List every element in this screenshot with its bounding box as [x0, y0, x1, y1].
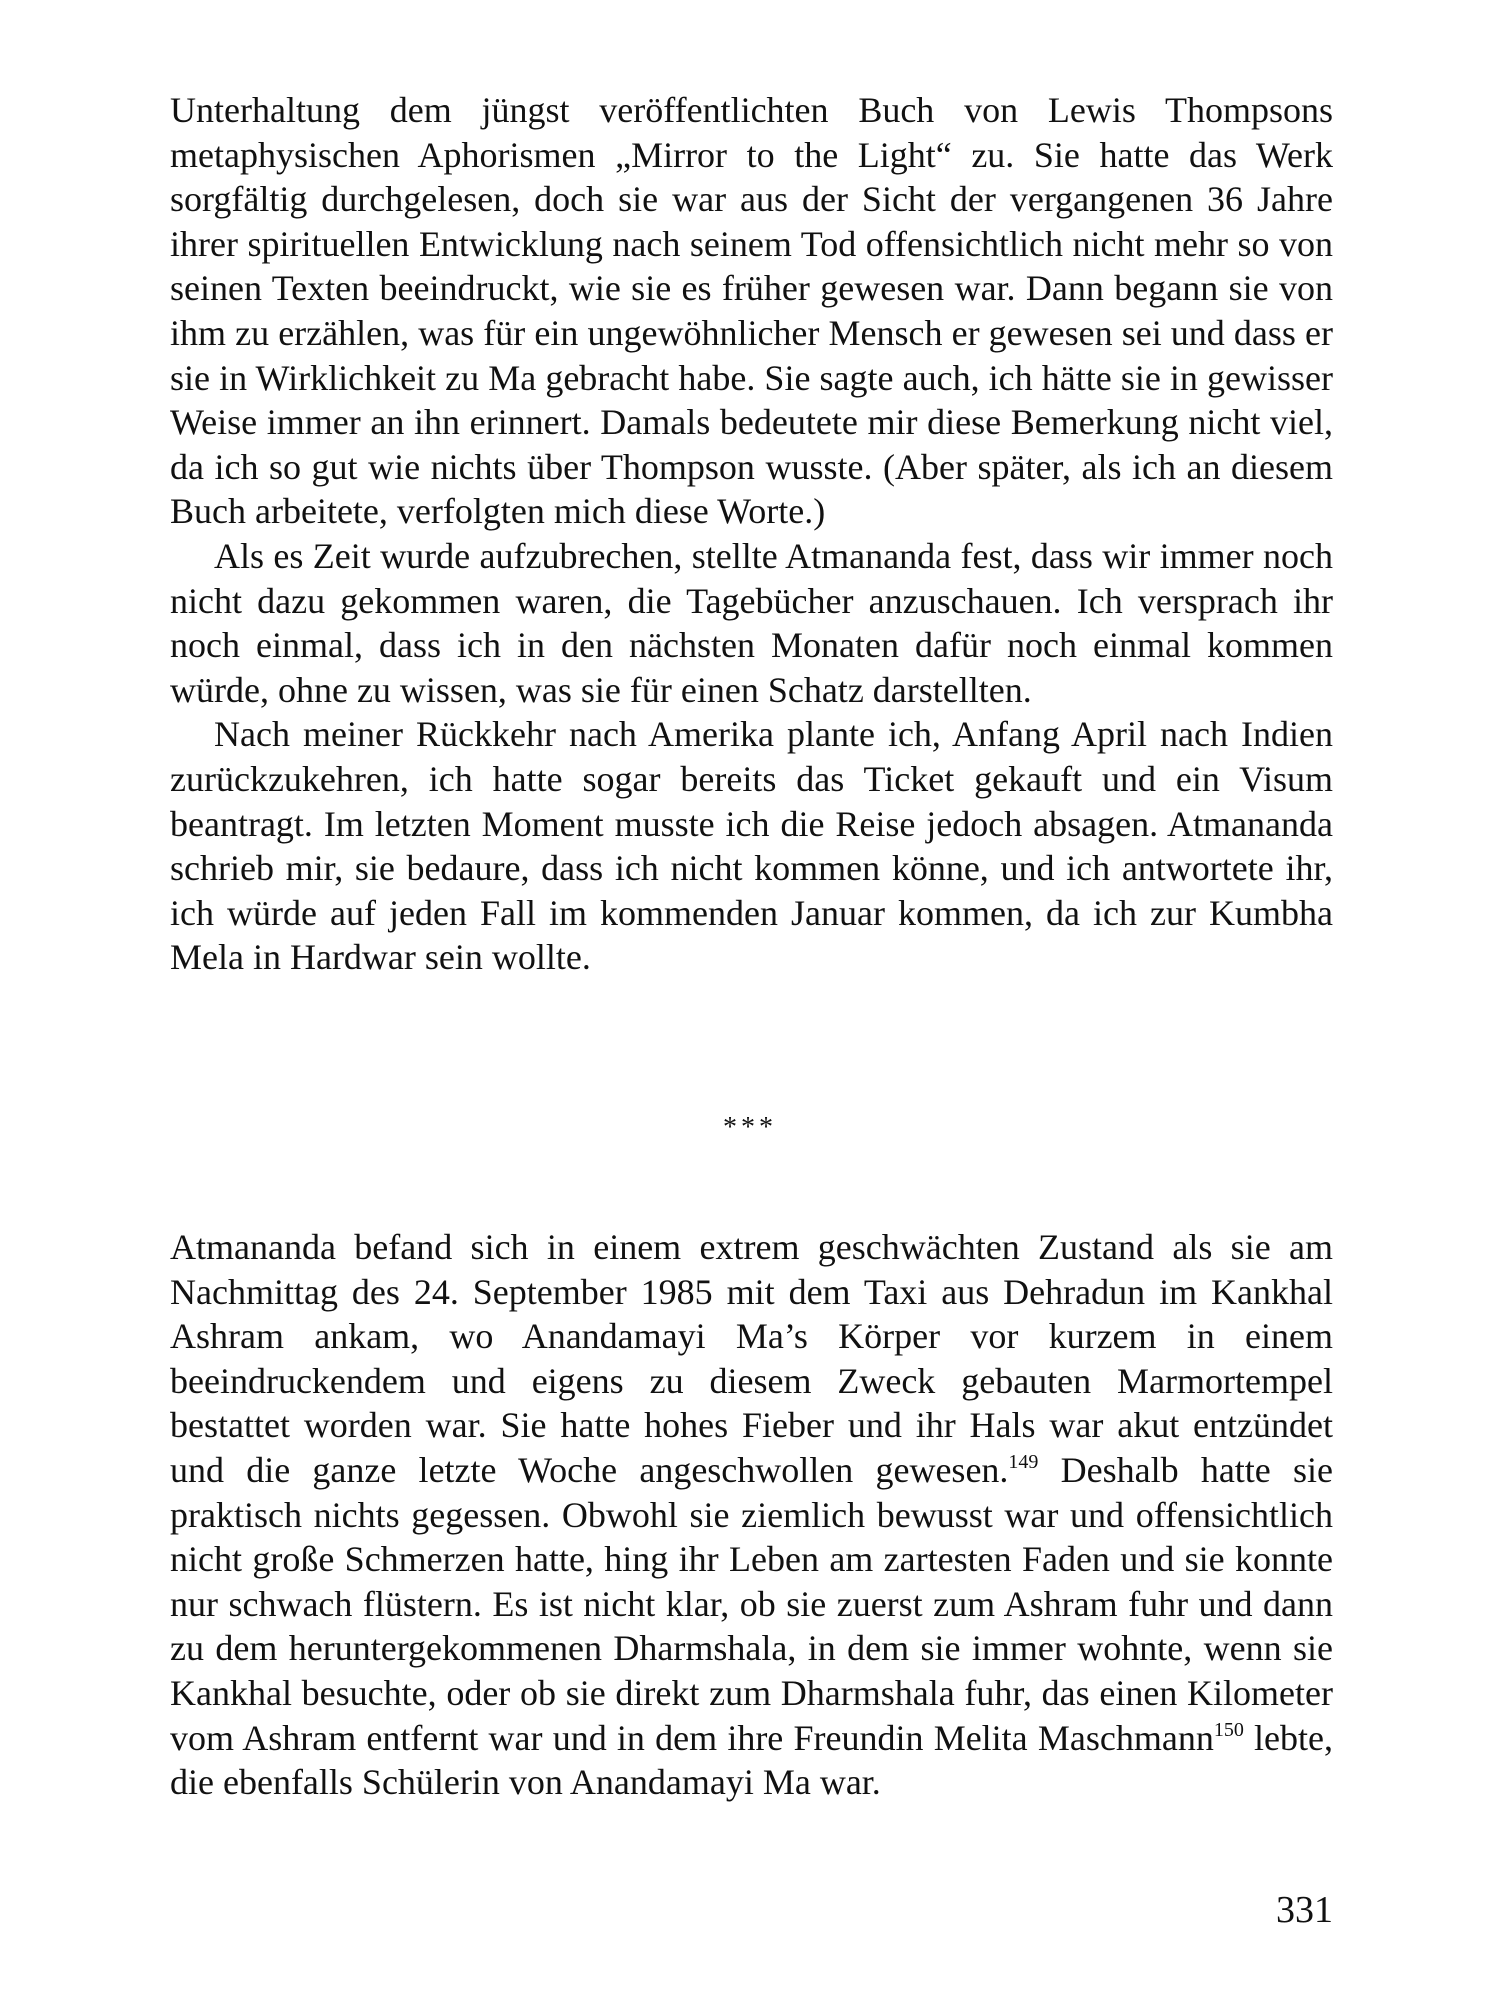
- paragraph-4-part-3: lebte, die ebenfalls Schülerin von Anandamayi Ma war.: [170, 1717, 1333, 1803]
- paragraph-1: Unterhaltung dem jüngst veröffentlichten Buch von Lewis Thompsons metaphysischen Aphorismen „Mirror to the Light“ zu. Sie hatte das Werk sorgfältig durchgelesen, doch sie war aus der Sicht der vergangenen 36 Jahre ihrer spirituellen Entwicklung nach seinem Tod offensichtlich nicht mehr so von seinen Texten beeindruckt, wie sie es früher gewesen war. Dann begann sie von ihm zu erzählen, was für ein ungewöhnlicher Mensch er gewesen sei und dass er sie in Wirklichkeit zu Ma gebracht habe. Sie sagte auch, ich hätte sie in gewisser Weise immer an ihn erinnert. Damals bedeutete mir diese Bemerkung nicht viel, da ich so gut wie nichts über Thompson wusste. (Aber später, als ich an diesem Buch arbeitete, verfolgten mich diese Worte.): [170, 90, 1333, 532]
- paragraph-4-part-1: Atmananda befand sich in einem extrem geschwächten Zustand als sie am Nachmittag des 24. September 1985 mit dem Taxi aus Dehradun im Kankhal Ashram ankam, wo Anandamayi Ma’s Körper vor kurzem in einem beeindruckendem und eigens zu diesem Zweck gebauten Marmortempel bestattet worden war. Sie hatte hohes Fieber und ihr Hals war akut entzündet und die ganze letzte Woche angeschwollen gewesen.: [170, 1227, 1333, 1490]
- section-separator: ***: [723, 1112, 777, 1143]
- text-section-1: [170, 88, 1333, 980]
- text-section-2: [170, 1225, 1333, 1805]
- paragraph-4: [170, 1225, 1333, 1805]
- page-number: 331: [1276, 1889, 1333, 1931]
- paragraph-3: Nach meiner Rückkehr nach Amerika plante ich, Anfang April nach Indien zurückzukehren, ich hatte sogar bereits das Ticket gekauft und ein Visum beantragt. Im letzten Moment musste ich die Reise jedoch absagen. Atmananda schrieb mir, sie bedaure, dass ich nicht kommen könne, und ich antwortete ihr, ich würde auf jeden Fall im kommenden Januar kommen, da ich zur Kumbha Mela in Hardwar sein wollte.: [170, 714, 1333, 978]
- footnote-ref-149: 149: [1008, 1450, 1039, 1473]
- paragraph-4-part-2: Deshalb hatte sie praktisch nichts gegessen. Obwohl sie ziemlich bewusst war und offensichtlich nicht große Schmerzen hatte, hing ihr Leben am zartesten Faden und sie konnte nur schwach flüstern. Es ist nicht klar, ob sie zuerst zum Ashram fuhr und dann zu dem heruntergekommenen Dharmshala, in dem sie immer wohnte, wenn sie Kankhal besuchte, oder ob sie direkt zum Dharmshala fuhr, das einen Kilometer vom Ashram entfernt war und in dem ihre Freundin Melita Maschmann: [170, 1449, 1333, 1758]
- footnote-ref-150: 150: [1213, 1718, 1244, 1741]
- paragraph-2: Als es Zeit wurde aufzubrechen, stellte Atmananda fest, dass wir immer noch nicht dazu gekommen waren, die Tagebücher anzuschauen. Ich versprach ihr noch einmal, dass ich in den nächsten Monaten dafür noch einmal kommen würde, ohne zu wissen, was sie für einen Schatz darstellten.: [170, 535, 1333, 710]
